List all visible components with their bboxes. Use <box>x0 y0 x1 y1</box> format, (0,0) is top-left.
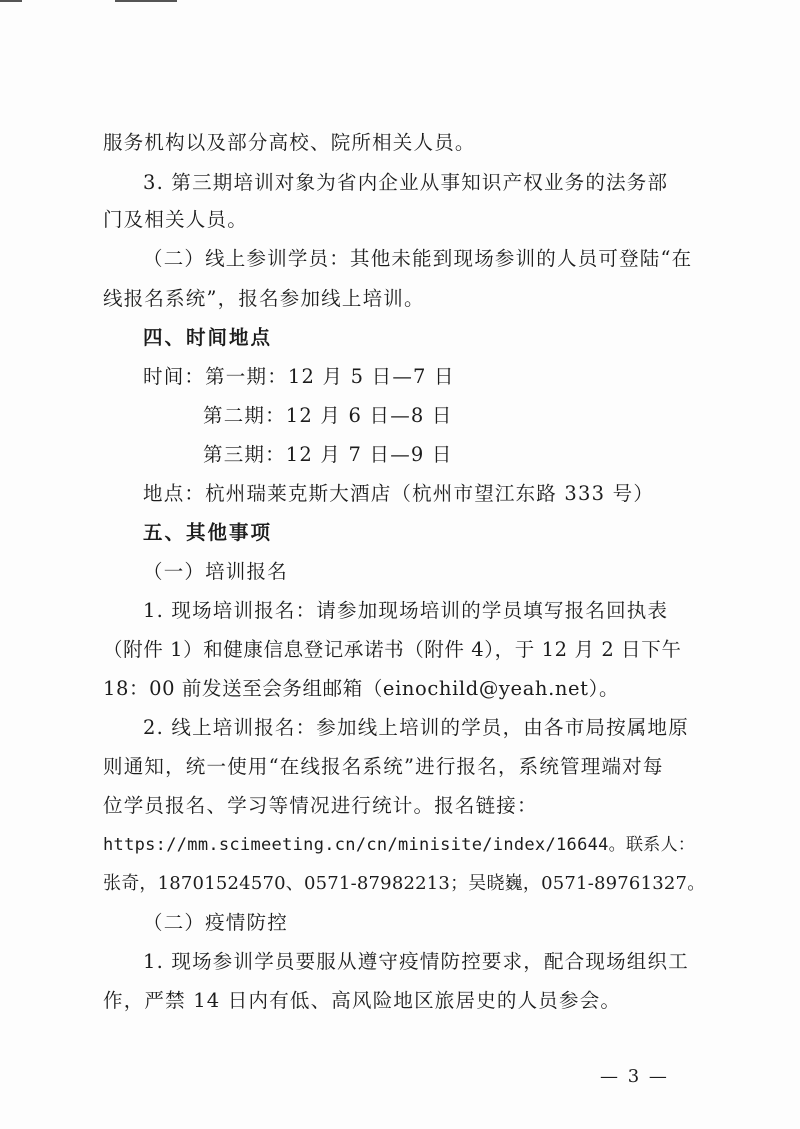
body-line: （附件 1）和健康信息登记承诺书（附件 4），于 12 月 2 日下午 <box>103 638 682 661</box>
body-line: 则通知，统一使用“在线报名系统”进行报名，系统管理端对每 <box>103 755 664 778</box>
body-line: 位学员报名、学习等情况进行统计。报名链接： <box>103 794 538 817</box>
contact-line: 张奇，18701524570、0571-87982213；吴晓巍，0571-89761327。 <box>103 873 706 894</box>
body-line: （二）线上参训学员：其他未能到现场参训的人员可登陆“在 <box>143 247 693 270</box>
scan-edge-mark <box>115 0 177 2</box>
body-line: 门及相关人员。 <box>103 208 248 231</box>
section-heading: 五、其他事项 <box>143 521 273 544</box>
section-heading: 四、时间地点 <box>143 326 273 349</box>
subsection-heading: （二）疫情防控 <box>143 911 288 934</box>
body-line: 作，严禁 14 日内有低、高风险地区旅居史的人员参会。 <box>103 989 622 1012</box>
body-line: 线报名系统”，报名参加线上培训。 <box>103 287 425 310</box>
venue-line: 地点：杭州瑞莱克斯大酒店（杭州市望江东路 333 号） <box>143 482 655 505</box>
body-line: 服务机构以及部分高校、院所相关人员。 <box>103 131 476 154</box>
scan-edge-mark <box>0 0 22 2</box>
body-line: 18：00 前发送至会务组邮箱（einochild@yeah.net）。 <box>103 677 620 700</box>
schedule-line: 第二期：12 月 6 日—8 日 <box>203 404 453 427</box>
schedule-line: 时间：第一期：12 月 5 日—7 日 <box>143 365 455 388</box>
registration-link-line: https://mm.scimeeting.cn/cn/minisite/index/16644。联系人： <box>103 835 696 855</box>
body-line: 3. 第三期培训对象为省内企业从事知识产权业务的法务部 <box>143 171 669 194</box>
body-line: 2. 线上培训报名：参加线上培训的学员，由各市局按属地原 <box>143 716 689 739</box>
body-line: 1. 现场参训学员要服从遵守疫情防控要求，配合现场组织工 <box>143 950 689 973</box>
subsection-heading: （一）培训报名 <box>143 560 288 583</box>
schedule-line: 第三期：12 月 7 日—9 日 <box>203 443 453 466</box>
body-line: 1. 现场培训报名：请参加现场培训的学员填写报名回执表 <box>143 599 669 622</box>
page-number: — 3 — <box>600 1066 669 1087</box>
